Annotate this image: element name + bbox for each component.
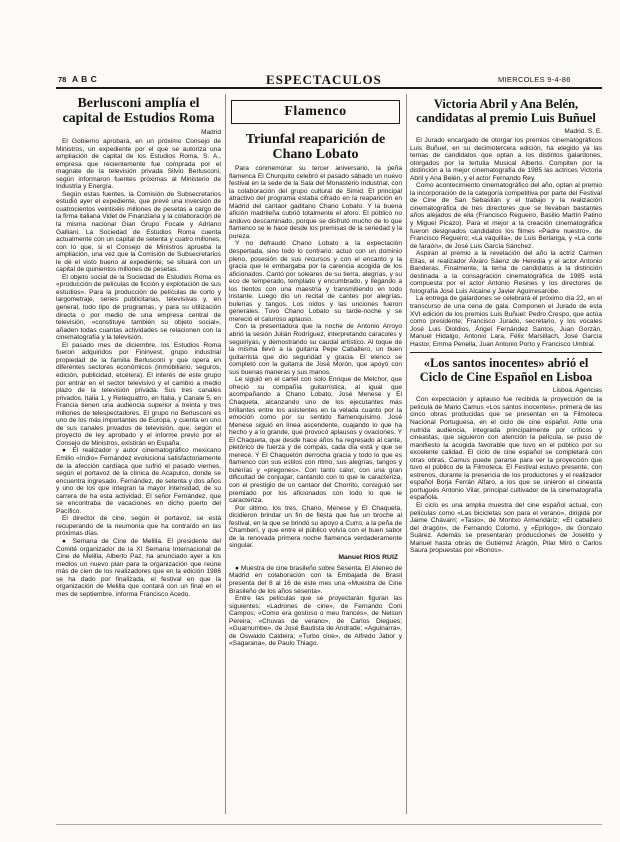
header-rule <box>56 87 602 89</box>
paragraph: Como acontecimiento cinematográfico del año, optan al premio la incorporación de la categoría competitiva por parte del Festival de Cine de San Sebastián y el trabajo y la realización cinematográfica de tres directores que se llevaban bastantes años alejados de ella (Francisco Regueiro, Basilio Martín Patino y Miguel Picazo). Para el mejor a la creación cinematográfica fueron designados candidatos los filmes «Padre nuestro», de Francisco Regueiro; «La vaquilla», de Luis Berlanga, y «La corte de faraón», de José Luis García Sánchez. <box>410 182 602 250</box>
paragraph: Por último, los tres, Chano, Menese y El Chaqueta, dicidieron brindar un fin de fiesta que fue un broche al festival, en la que se brindó su apoyo a Curro, a la peña de Chamberí, y que entre el público volvía con el buen sabor de la renovada primera noche flamenca verdaderamente singular. <box>229 504 402 550</box>
headline-berlusconi: Berlusconi amplía el capital de Estudios Roma <box>62 96 215 126</box>
articles-right-column <box>410 94 602 834</box>
dateline-madrid-se: Madrid. S. E. <box>564 128 602 135</box>
paragraph: Según estas fuentes, la Comisión de Subsecretarios estudió ayer el expediente, que prevé una inversión de cuatrocientos veintiséis millones de pesetas a cargo de la firma italiana Videt de Finanziaria y la colaboración de la misma nacional Gian Grupo Focale y Adriano Galliani. La Sociedad de Estudios Roma cuenta actualmente con un capital de setenta y cuatro millones, con lo que, si el Consejo de Ministros aprueba la ampliación, una vez que la Comisión de Subsecretarios le dé el visto bueno al expediente, se situará con un capital de quinientos millones de pesetas. <box>56 190 221 274</box>
page-number: 78 <box>58 75 67 84</box>
dateline-lisboa: Lisboa. Agencias <box>552 387 602 395</box>
paragraph: Y no defraudó Chano Lobato a la expectación despertada, sino todo lo contrario: actuó con un dominio pleno, posesión de sus recursos y con el encanto y la gracia que le embargaba por la carencia acogida de los aficionados. Cantó por soleares de su tierra, alegrías, y su eco de temperado, templado y encumbrado, y llegando a los tientos con una maestría y transmitiendo en todo instante. Luego dio un recital de cantes por alegrías, bulerías y tangos. Los oídos y las unciones fueron generales. Tuvo Chano Lobato su tarde-noche y se mereció el caluroso aplauso. <box>229 240 402 323</box>
paragraph: Entre las películas que se proyectarán figuran las siguientes: «Ladrones de cine», de Fernando Coni Campos; «Como era gostoso o meu francés», de Nelson Pereira; «Chuvas de verano», de Carlos Diegues; «Guarnumbe», de José Bautista de Andrade; «Aguinarra», de Oswaldo Caldeira; «Turbo cine», de Alfredo Jabor y «Sagarana», de Paulo Thiago. <box>229 595 402 648</box>
paragraph: El director de cine, según el portavoz, se está recuperando de la neumonía que ha contraído en las próximas días. <box>56 515 221 538</box>
article-body <box>229 165 402 550</box>
brief-brazil-cinema <box>229 565 402 648</box>
paragraph: Para conmemorar su tercer aniversario, la peña flamenca El Churquito celebró el pasado sábado un nuevo festival en la sede de la Sala del Monasterio Industrial, con la colaboración del grupo cultural de Simid. El principal atractivo del programa estaba cifrado en la reaparición en Madrid del cantaor gaditano Chano Lobato. Y la buena afición madrileña cubrió totalmente el aforo. El público no anduvo descaminado, porque se disfrutó mucho de lo que flamenco se le hace desde los premisas de la seriedad y la pureza. <box>229 165 402 240</box>
article-flamenco <box>229 94 402 814</box>
dateline-madrid: Madrid <box>201 129 221 136</box>
paragraph: ● Semana de Cine de Melilla. El presidente del Comité organizador de la XI Semana Internacional de Cine de Melilla, Alberto Paz, ha anunciado ayer a los medios un nuevo plan para la organización que reúne más de cien de los realizadores que en la edición 1986 se ha dado por finalizada, el festival en que la organización de Melilla que contará con un final en el mes de septiembre, informa Francisco Acedo. <box>56 537 221 598</box>
byline: Manuel RIOS RUIZ <box>338 553 398 561</box>
paragraph: Con la presentadora que la noche de Antonio Arroyo abrió la sesión Julián Rodríguez, interpretando caracoles y seguiriyas, y demostrando su caudal artístico. Al toque de la misma llevó a la guitarra Pepe Caballero, un buen guitarrista que dio seguridad y gracia. El elenco se completó con la guitarra de José Morón, que apoyó con sus buenas maneras y sus manos. <box>229 323 402 376</box>
headline-santos-inocentes: «Los santos inocentes» abrió el Ciclo de Cine Español en Lisboa <box>419 356 593 384</box>
article-body <box>410 137 602 348</box>
paragraph: ● Muestra de cine brasileño sobre Sesenta. El Ateneo de Madrid en colaboración con la Embajada de Brasil presenta del 8 al 16 de este mes una «Muestra de Cine Brasileño de los años sesenta». <box>229 564 402 595</box>
paragraph: El objeto social de la Sociedad de Estudios Roma es «producción de películas de ficción y explotación de sus estudios». Para la producción de películas de corto y largometraje, series publicitarias, televisivas y, en general, todo tipo de programas, y para su utilización directa o por medio de una empresa central de televisión, «constituye también su objeto social», añaden todas cuantas actividades se relacionen con la cinematografía y la televisión. <box>56 273 221 342</box>
issue-date: MIERCOLES 9-4-86 <box>498 75 571 84</box>
paragraph: La entrega de galardones se celebrará el próximo día 22, en el transcurso de una cena de gala. Componen el Jurado de esta XVI edición de los premios Luis Buñuel: Pedro Crespo, que actúa como presidente; Francisco Jurado, secretario, y los vocales José Luis Dioldios, Ángel Fernández Santos, Juan Gorzán, Manuel Hidalgo, Antonio Lara, Félix Marsillach, José García Hastor, Emma Penella, Juan Antonio Porto y Francisco Umbral. <box>410 295 602 348</box>
page-header <box>0 74 620 88</box>
paragraph: El pasado mes de diciembre, los Estudios Roma fueron adquiridos por Fininvest, grupo industrial propiedad de la familia Berlusconi y que opera en diferentes sectores económicos (inmobiliario, seguros, edición, publicidad, etcétera). El interés de este grupo por entrar en el sector televisivo y el cambio a medio plazo de la televisión privada. Sus tres canales privados, Italia 1, y Retequattro, en Italia, y Canale 5, en Francia tienen una audiencia superior a treinta y tres millones de telespectadores. El grupo no Berlusconi es uno de los más importantes de Europa, y cuenta en uno de sus canales privados de televisión, que, según el proyecto de ley aprobado y el informe previo por el Consejo de Ministros, existirán en España. <box>56 341 221 447</box>
paragraph: El ciclo es una amplia muestra del cine español actual, con películas como «Las bicicletas son para el verano», dirigida por Jaime Chávarri; «Tasio», de Montxo Armendáriz; «El caballero del dragón», de Fernando Colomo, y «Epílogo», de Gonzalo Suárez. Además se presentarán producciones de Joselito y Manuel hasta obras de Gutiérrez Aragón, Pilar Miró o Carlos Saura propuestas por «Bonos». <box>410 501 602 555</box>
section-title: ESPECTACULOS <box>266 72 382 87</box>
box-label: Flamenco <box>284 104 347 119</box>
article-berlusconi <box>56 94 221 814</box>
page-bottom-rule <box>56 824 602 825</box>
column-divider <box>225 94 226 814</box>
headline-chano-lobato: Triunfal reaparición de Chano Lobato <box>245 132 386 162</box>
publication-name: A B C <box>72 74 98 84</box>
paragraph: ● El realizador y autor cinematográfico mexicano Emilio «Indio» Fernández evoluciona satisfactoriamente de la afección cardíaca que sufrió el pasado viernes, según el portavoz de la clínica de Acapulco, donde se encuentra ingresado. Fernández, de setenta y dos años y uno de los que integran la mayor intensidad, de su carrera de ha esta actividad. El señor Fernández, que se encontraba de vacaciones en dicho puerto del Pacífico. <box>56 447 221 515</box>
section-box-flamenco <box>231 100 400 124</box>
paragraph: Le siguió en el cartel con solo Enrique de Melchor, que ofreció su compañía guitarrística, al igual que acompañando a Chano Lobato, José Menese y El Chaqueta, alcanzando uno de los ejecutantes más brillantes entre los asistentes en la velada cuanto por la emoción como por su sentido flamenquísimo. José Menese siguió en línea ascendente, cuajando lo que ha hecho y a lo grande, que provocó aplausos y ovaciones. Y El Chaqueta, que desde hace años ha regresado al cante, pletórico de fuerza y de compás, cada día está y que se merece. Y El Chaquetón derrocha gracia y todo lo que es flamenco con sus estilos con ritmo, sus alegrías, tangos y bulerías y «pregones». Con tanto calor, con una gran dificultad de conjugar, cantando con lo que le caracteriza, con el prestigio de un cantaor del Chorrito, consiguió ser premiado por los aficionados con todo lo que le caracteriza. <box>229 376 402 505</box>
paragraph: El Gobierno aprobará, en un próximo Consejo de Ministros, un expediente por el que se autoriza una ampliación de capital de los Estudios Roma, S. A., empresa que recientemente fue comprada por el magnate de la televisión privada Silvio Berlusconi, según informaron fuentes próximas al Ministerio de Industria y Energía. <box>56 138 221 191</box>
headline-premio-bunuel: Victoria Abril y Ana Belén, candidatas al premio Luis Buñuel <box>416 97 596 125</box>
paragraph: Con expectación y aplauso fue recibida la proyección de la película de Mario Camus «Los santos inocentes», primera de las cinco obras producidas que se presentan en la Filmoteca Nacional Portuguesa, en el ciclo de cine español. Ante una nutrida audiencia, integrada principalmente por críticos y cineastas, que siguieron con atención la película, se puso de manifiesto la acogida favorable que tuvo en el público por su excelente calidad. El ciclo de cine español se completará con otras obras, Camus puede pararse para ver la proyección que tuvo el público de la Filmoteca. El Festival estuvo presente, con estrenos, durante la presencia de los productores y el realizador español Borja Ferrán Alfaro, a los que se unieron el cineasta portugués Antonio Vilar, principal cultivador de la cinematografía española. <box>410 396 602 502</box>
column-divider <box>406 94 407 814</box>
article-separator <box>410 352 602 353</box>
paragraph: El Jurado encargado de otorgar los premios cinematográficos Luis Buñuel, en su decimotercera edición, ha elegido ya las ternas de candidatos que optan a los distintos galardones, otorgados por la tertulia Musical Alberto. Compiten por la distinción a la mejor cinematografía de 1985 las actrices Victoria Abril y Ana Belén, y el actor Fernando Rey. <box>410 137 602 182</box>
article-body <box>56 138 221 598</box>
paragraph: Aspiran al premio a la revelación del año la actriz Carmen Elías, el realizador Álvaro Sáenz de Heredia y el actor Antonio Banderas. Finalmente, la terna de candidatos a la distinción destinada a la consagración cinematográfica de 1985 está compuesta por el actor Antonio Resines y los directores de fotografía José Luis Alcaine y Javier Aguirresarobe. <box>410 250 602 295</box>
article-body <box>410 396 602 554</box>
